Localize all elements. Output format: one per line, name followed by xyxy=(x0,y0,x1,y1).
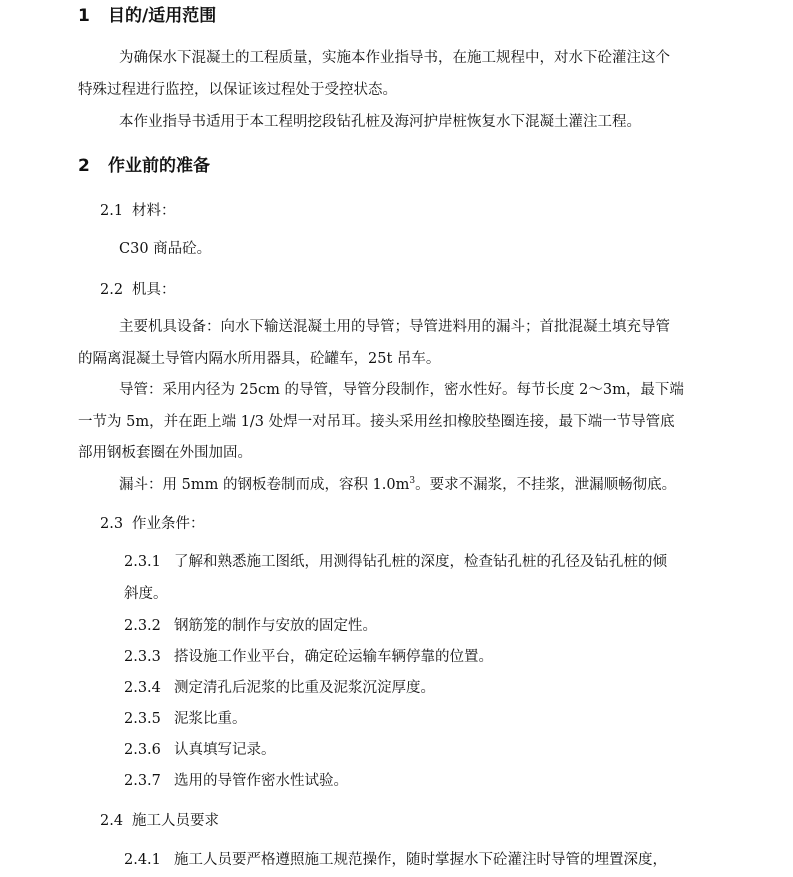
subsection-title: 机具： xyxy=(132,282,176,298)
section-title: 作业前的准备 xyxy=(108,156,210,176)
item-text: 钢筋笼的制作与安放的固定性。 xyxy=(174,618,377,634)
subsection-2-1-heading xyxy=(100,202,176,220)
subsection-2-4-heading xyxy=(100,812,219,830)
paragraph-line: 一节为 5m，并在距上端 1/3 处焊一对吊耳。接头采用丝扣橡胶垫圈连接，最下端一节导管底 xyxy=(78,414,675,430)
item-number: 2.3.7 xyxy=(124,773,161,789)
item-number: 2.4.1 xyxy=(124,852,161,868)
subsection-number: 2.3 xyxy=(100,516,124,532)
section-title: 目的/适用范围 xyxy=(108,6,217,26)
list-item xyxy=(124,648,493,666)
paragraph-line: 为确保水下混凝土的工程质量，实施本作业指导书，在施工规程中，对水下砼灌注这个 xyxy=(119,50,670,66)
funnel-text: 。要求不漏浆，不挂浆，泄漏顺畅彻底。 xyxy=(415,477,677,493)
paragraph-line: 的隔离混凝土导管内隔水所用器具，砼罐车，25t 吊车。 xyxy=(78,351,441,367)
paragraph-line: C30 商品砼。 xyxy=(119,241,212,257)
item-text: 了解和熟悉施工图纸，用测得钻孔桩的深度，检查钻孔桩的孔径及钻孔桩的倾 xyxy=(174,554,667,570)
funnel-text: 漏斗：用 5mm 的钢板卷制而成，容积 1.0m xyxy=(119,477,410,493)
item-number: 2.3.6 xyxy=(124,742,161,758)
item-text: 搭设施工作业平台，确定砼运输车辆停靠的位置。 xyxy=(174,649,493,665)
subsection-title: 作业条件： xyxy=(132,516,205,532)
paragraph-line: 特殊过程进行监控，以保证该过程处于受控状态。 xyxy=(78,82,397,98)
superscript: 3 xyxy=(409,476,416,487)
subsection-number: 2.2 xyxy=(100,282,124,298)
paragraph-line: 导管：采用内径为 25cm 的导管，导管分段制作，密水性好。每节长度 2～3m，最下端 xyxy=(119,382,684,398)
subsection-2-3-heading xyxy=(100,515,205,533)
section-2-heading xyxy=(78,156,210,176)
item-text: 测定清孔后泥浆的比重及泥浆沉淀厚度。 xyxy=(174,680,435,696)
paragraph-line: 主要机具设备：向水下输送混凝土用的导管；导管进料用的漏斗；首批混凝土填充导管 xyxy=(119,319,670,335)
list-item xyxy=(124,617,377,635)
item-number: 2.3.1 xyxy=(124,554,161,570)
section-1-heading xyxy=(78,6,216,26)
list-item xyxy=(124,710,247,728)
item-text: 施工人员要严格遵照施工规范操作，随时掌握水下砼灌注时导管的埋置深度， xyxy=(174,852,667,868)
paragraph-line: 本作业指导书适用于本工程明挖段钻孔桩及海河护岸桩恢复水下混凝土灌注工程。 xyxy=(119,114,641,130)
list-item xyxy=(124,679,435,697)
item-number: 2.3.5 xyxy=(124,711,161,727)
section-number: 1 xyxy=(78,6,90,26)
subsection-number: 2.4 xyxy=(100,813,124,829)
subsection-title: 材料： xyxy=(132,203,176,219)
item-text: 选用的导管作密水性试验。 xyxy=(174,773,348,789)
paragraph-line xyxy=(119,476,676,494)
item-number: 2.3.4 xyxy=(124,680,161,696)
item-text-continued: 斜度。 xyxy=(124,586,168,602)
section-number: 2 xyxy=(78,156,90,176)
subsection-title: 施工人员要求 xyxy=(132,813,219,829)
item-text: 认真填写记录。 xyxy=(174,742,276,758)
list-item xyxy=(124,772,348,790)
item-number: 2.3.3 xyxy=(124,649,161,665)
item-text: 泥浆比重。 xyxy=(174,711,247,727)
paragraph-line: 部用钢板套圈在外围加固。 xyxy=(78,445,252,461)
subsection-number: 2.1 xyxy=(100,203,124,219)
list-item xyxy=(124,851,667,869)
list-item xyxy=(124,553,667,571)
subsection-2-2-heading xyxy=(100,281,176,299)
list-item xyxy=(124,741,276,759)
item-number: 2.3.2 xyxy=(124,618,161,634)
